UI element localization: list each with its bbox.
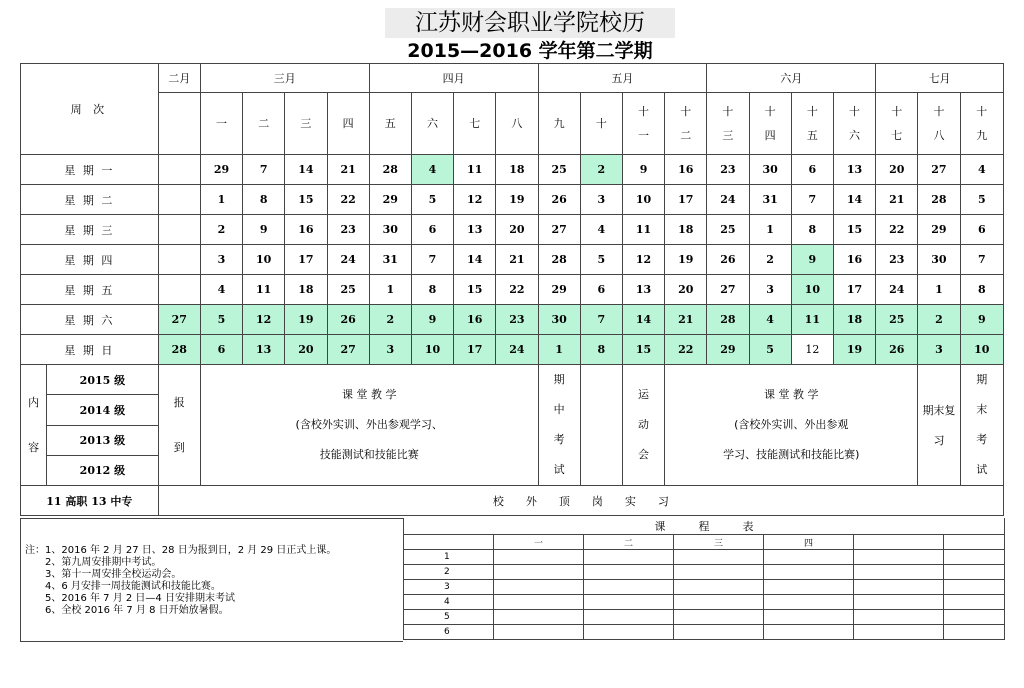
date-cell: 8 <box>960 275 1003 305</box>
date-cell: 21 <box>496 245 538 275</box>
final-review-cell: 期末复 习 <box>918 365 960 486</box>
schedule-period: 1 <box>404 550 494 565</box>
week-number: 五 <box>369 93 411 155</box>
schedule-cell <box>584 550 674 565</box>
schedule-cell <box>854 565 944 580</box>
final-exam-cell: 期 末 考 试 <box>960 365 1003 486</box>
date-cell: 19 <box>496 185 538 215</box>
date-cell: 28 <box>158 335 200 365</box>
day-label: 星 期 三 <box>21 215 159 245</box>
notes-text: 注：1、2016 年 2 月 27 日、28 日为报到日，2 月 29 日正式上课。 2、第九周安排期中考试。 3、第十一周安排全校运动会。 4、6 月安排一周技能测试和技能比赛。 5、2016 年 7 月 2 日—4 日安排期末考试 6、全校 2016 年 7 月 8 日开始放暑假。 <box>25 545 337 616</box>
schedule-cell <box>674 625 764 640</box>
date-cell: 13 <box>454 215 496 245</box>
blank-week-10 <box>580 365 622 486</box>
date-cell: 31 <box>369 245 411 275</box>
schedule-period: 5 <box>404 610 494 625</box>
date-cell: 4 <box>200 275 242 305</box>
date-cell: 14 <box>833 185 875 215</box>
date-cell: 11 <box>622 215 664 245</box>
schedule-cell <box>944 565 1005 580</box>
date-cell: 25 <box>707 215 749 245</box>
day-label: 星 期 二 <box>21 185 159 215</box>
date-cell: 30 <box>918 245 960 275</box>
schedule-cell <box>854 550 944 565</box>
schedule-cell <box>674 595 764 610</box>
date-cell: 14 <box>285 155 327 185</box>
week-number: 十 <box>580 93 622 155</box>
date-cell: 13 <box>622 275 664 305</box>
internship-cell: 校 外 顶 岗 实 习 <box>158 486 1003 516</box>
schedule-day-header: 二 <box>584 535 674 550</box>
date-cell: 9 <box>791 245 833 275</box>
special-level: 11 高职 13 中专 <box>21 486 159 516</box>
week-number: 十 九 <box>960 93 1003 155</box>
level-2012: 2012 级 <box>47 455 159 485</box>
schedule-corner <box>404 535 494 550</box>
date-cell: 23 <box>496 305 538 335</box>
date-cell: 27 <box>158 305 200 335</box>
date-cell: 5 <box>200 305 242 335</box>
date-cell: 28 <box>707 305 749 335</box>
date-cell: 20 <box>665 275 707 305</box>
date-cell: 13 <box>243 335 285 365</box>
date-cell: 2 <box>918 305 960 335</box>
date-cell: 7 <box>243 155 285 185</box>
date-cell: 22 <box>665 335 707 365</box>
date-cell: 6 <box>960 215 1003 245</box>
level-2015: 2015 级 <box>47 365 159 395</box>
date-cell <box>158 185 200 215</box>
date-cell: 18 <box>285 275 327 305</box>
date-cell: 26 <box>327 305 369 335</box>
week-number: 十 八 <box>918 93 960 155</box>
date-cell: 5 <box>580 245 622 275</box>
schedule-period: 4 <box>404 595 494 610</box>
schedule-cell <box>854 610 944 625</box>
schedule-cell <box>674 610 764 625</box>
schedule-period: 3 <box>404 580 494 595</box>
week-number: 十 五 <box>791 93 833 155</box>
calendar-title: 江苏财会职业学院校历 <box>385 8 675 38</box>
date-cell: 26 <box>876 335 918 365</box>
date-cell <box>158 155 200 185</box>
date-cell: 25 <box>327 275 369 305</box>
date-cell: 3 <box>369 335 411 365</box>
date-cell: 24 <box>876 275 918 305</box>
date-cell: 16 <box>665 155 707 185</box>
date-cell: 18 <box>833 305 875 335</box>
date-cell: 30 <box>369 215 411 245</box>
date-cell: 18 <box>665 215 707 245</box>
date-cell: 2 <box>200 215 242 245</box>
date-cell: 5 <box>749 335 791 365</box>
date-cell: 29 <box>200 155 242 185</box>
date-cell: 10 <box>243 245 285 275</box>
date-cell: 28 <box>918 185 960 215</box>
date-cell: 19 <box>833 335 875 365</box>
schedule-cell <box>494 550 584 565</box>
date-cell: 1 <box>200 185 242 215</box>
date-cell: 28 <box>369 155 411 185</box>
date-cell: 12 <box>791 335 833 365</box>
date-cell: 4 <box>580 215 622 245</box>
week-number: 十 二 <box>665 93 707 155</box>
date-cell: 26 <box>707 245 749 275</box>
schedule-cell <box>764 625 854 640</box>
date-cell: 29 <box>918 215 960 245</box>
date-cell: 29 <box>707 335 749 365</box>
date-cell <box>158 275 200 305</box>
date-cell: 3 <box>580 185 622 215</box>
date-cell: 28 <box>538 245 580 275</box>
date-cell: 23 <box>876 245 918 275</box>
date-cell: 24 <box>327 245 369 275</box>
date-cell: 26 <box>538 185 580 215</box>
date-cell: 29 <box>369 185 411 215</box>
week-number: 四 <box>327 93 369 155</box>
schedule-cell <box>494 625 584 640</box>
date-cell: 1 <box>369 275 411 305</box>
date-cell: 12 <box>622 245 664 275</box>
date-cell: 9 <box>622 155 664 185</box>
week-number: 三 <box>285 93 327 155</box>
date-cell: 4 <box>749 305 791 335</box>
date-cell: 5 <box>411 185 453 215</box>
day-label: 星 期 四 <box>21 245 159 275</box>
schedule-cell <box>764 580 854 595</box>
week-number: 十 四 <box>749 93 791 155</box>
level-2013: 2013 级 <box>47 425 159 455</box>
date-cell: 11 <box>791 305 833 335</box>
registration-cell: 报 到 <box>158 365 200 486</box>
date-cell: 12 <box>243 305 285 335</box>
midterm-exam-cell: 期 中 考 试 <box>538 365 580 486</box>
week-number: 十 六 <box>833 93 875 155</box>
schedule-cell <box>944 595 1005 610</box>
schedule-cell <box>764 565 854 580</box>
date-cell: 11 <box>243 275 285 305</box>
schedule-cell <box>494 565 584 580</box>
date-cell: 17 <box>833 275 875 305</box>
schedule-empty-header <box>944 535 1005 550</box>
schedule-cell <box>854 595 944 610</box>
date-cell: 6 <box>580 275 622 305</box>
teaching-block-a: 课 堂 教 学 (含校外实训、外出参观学习、 技能测试和技能比赛 <box>200 365 538 486</box>
date-cell: 20 <box>876 155 918 185</box>
month-header: 六月 <box>707 64 876 93</box>
date-cell: 17 <box>454 335 496 365</box>
schedule-day-header: 四 <box>764 535 854 550</box>
date-cell: 6 <box>411 215 453 245</box>
date-cell: 7 <box>411 245 453 275</box>
date-cell: 15 <box>285 185 327 215</box>
week-number: 九 <box>538 93 580 155</box>
date-cell <box>158 245 200 275</box>
date-cell: 1 <box>749 215 791 245</box>
schedule-cell <box>674 580 764 595</box>
date-cell: 27 <box>707 275 749 305</box>
level-2014: 2014 级 <box>47 395 159 425</box>
week-number: 十 七 <box>876 93 918 155</box>
date-cell: 5 <box>960 185 1003 215</box>
schedule-cell <box>944 625 1005 640</box>
schedule-cell <box>494 610 584 625</box>
date-cell: 11 <box>454 155 496 185</box>
calendar-table <box>20 63 1004 516</box>
date-cell: 17 <box>285 245 327 275</box>
schedule-cell <box>584 565 674 580</box>
date-cell: 8 <box>411 275 453 305</box>
date-cell: 9 <box>960 305 1003 335</box>
date-cell <box>158 215 200 245</box>
date-cell: 12 <box>454 185 496 215</box>
schedule-period: 6 <box>404 625 494 640</box>
schedule-cell <box>584 610 674 625</box>
month-header: 二月 <box>158 64 200 93</box>
schedule-cell <box>584 595 674 610</box>
date-cell: 24 <box>707 185 749 215</box>
date-cell: 13 <box>833 155 875 185</box>
schedule-period: 2 <box>404 565 494 580</box>
teaching-block-b: 课 堂 教 学 (含校外实训、外出参观 学习、技能测试和技能比赛) <box>665 365 918 486</box>
date-cell: 23 <box>327 215 369 245</box>
week-number: 二 <box>243 93 285 155</box>
date-cell: 7 <box>960 245 1003 275</box>
schedule-cell <box>584 580 674 595</box>
date-cell: 17 <box>665 185 707 215</box>
course-schedule-table <box>403 518 1005 640</box>
date-cell: 1 <box>538 335 580 365</box>
date-cell: 6 <box>791 155 833 185</box>
week-number: 六 <box>411 93 453 155</box>
schedule-cell <box>854 625 944 640</box>
date-cell: 3 <box>200 245 242 275</box>
week-number-cell <box>158 93 200 155</box>
date-cell: 3 <box>749 275 791 305</box>
schedule-cell <box>764 595 854 610</box>
date-cell: 10 <box>411 335 453 365</box>
month-header: 三月 <box>200 64 369 93</box>
schedule-cell <box>944 610 1005 625</box>
date-cell: 15 <box>622 335 664 365</box>
sports-meet-cell: 运 动 会 <box>622 365 664 486</box>
schedule-day-header: 三 <box>674 535 764 550</box>
date-cell: 7 <box>791 185 833 215</box>
date-cell: 21 <box>327 155 369 185</box>
schedule-cell <box>494 580 584 595</box>
date-cell: 19 <box>285 305 327 335</box>
week-header: 周 次 <box>21 64 159 155</box>
date-cell: 21 <box>665 305 707 335</box>
date-cell: 31 <box>749 185 791 215</box>
date-cell: 21 <box>876 185 918 215</box>
date-cell: 24 <box>496 335 538 365</box>
day-label: 星 期 日 <box>21 335 159 365</box>
date-cell: 15 <box>833 215 875 245</box>
date-cell: 29 <box>538 275 580 305</box>
date-cell: 16 <box>285 215 327 245</box>
date-cell: 25 <box>538 155 580 185</box>
date-cell: 22 <box>327 185 369 215</box>
date-cell: 9 <box>243 215 285 245</box>
date-cell: 6 <box>200 335 242 365</box>
date-cell: 27 <box>538 215 580 245</box>
date-cell: 2 <box>749 245 791 275</box>
schedule-day-header: 一 <box>494 535 584 550</box>
date-cell: 15 <box>454 275 496 305</box>
semester-subtitle: 2015—2016 学年第二学期 <box>407 40 653 62</box>
date-cell: 27 <box>918 155 960 185</box>
schedule-cell <box>764 550 854 565</box>
schedule-cell <box>944 550 1005 565</box>
date-cell: 3 <box>918 335 960 365</box>
date-cell: 9 <box>411 305 453 335</box>
date-cell: 2 <box>369 305 411 335</box>
schedule-cell <box>674 550 764 565</box>
schedule-cell <box>764 610 854 625</box>
date-cell: 20 <box>285 335 327 365</box>
day-label: 星 期 一 <box>21 155 159 185</box>
date-cell: 23 <box>707 155 749 185</box>
date-cell: 7 <box>580 305 622 335</box>
week-number: 一 <box>200 93 242 155</box>
day-label: 星 期 五 <box>21 275 159 305</box>
month-header: 五月 <box>538 64 707 93</box>
week-number: 十 三 <box>707 93 749 155</box>
date-cell: 14 <box>622 305 664 335</box>
month-header: 四月 <box>369 64 538 93</box>
date-cell: 30 <box>538 305 580 335</box>
date-cell: 22 <box>876 215 918 245</box>
date-cell: 10 <box>960 335 1003 365</box>
date-cell: 8 <box>791 215 833 245</box>
date-cell: 30 <box>749 155 791 185</box>
date-cell: 20 <box>496 215 538 245</box>
date-cell: 10 <box>791 275 833 305</box>
date-cell: 8 <box>243 185 285 215</box>
date-cell: 16 <box>454 305 496 335</box>
week-number: 八 <box>496 93 538 155</box>
day-label: 星 期 六 <box>21 305 159 335</box>
date-cell: 27 <box>327 335 369 365</box>
schedule-cell <box>494 595 584 610</box>
schedule-cell <box>584 625 674 640</box>
schedule-empty-header <box>854 535 944 550</box>
date-cell: 10 <box>622 185 664 215</box>
schedule-title: 课 程 表 <box>404 518 1005 535</box>
date-cell: 25 <box>876 305 918 335</box>
content-side-label: 内 容 <box>21 365 47 486</box>
schedule-cell <box>944 580 1005 595</box>
date-cell: 22 <box>496 275 538 305</box>
month-header: 七月 <box>876 64 1004 93</box>
week-number: 十 一 <box>622 93 664 155</box>
date-cell: 1 <box>918 275 960 305</box>
schedule-cell <box>854 580 944 595</box>
date-cell: 4 <box>411 155 453 185</box>
date-cell: 18 <box>496 155 538 185</box>
date-cell: 16 <box>833 245 875 275</box>
schedule-cell <box>674 565 764 580</box>
date-cell: 14 <box>454 245 496 275</box>
date-cell: 8 <box>580 335 622 365</box>
date-cell: 2 <box>580 155 622 185</box>
date-cell: 4 <box>960 155 1003 185</box>
date-cell: 19 <box>665 245 707 275</box>
week-number: 七 <box>454 93 496 155</box>
